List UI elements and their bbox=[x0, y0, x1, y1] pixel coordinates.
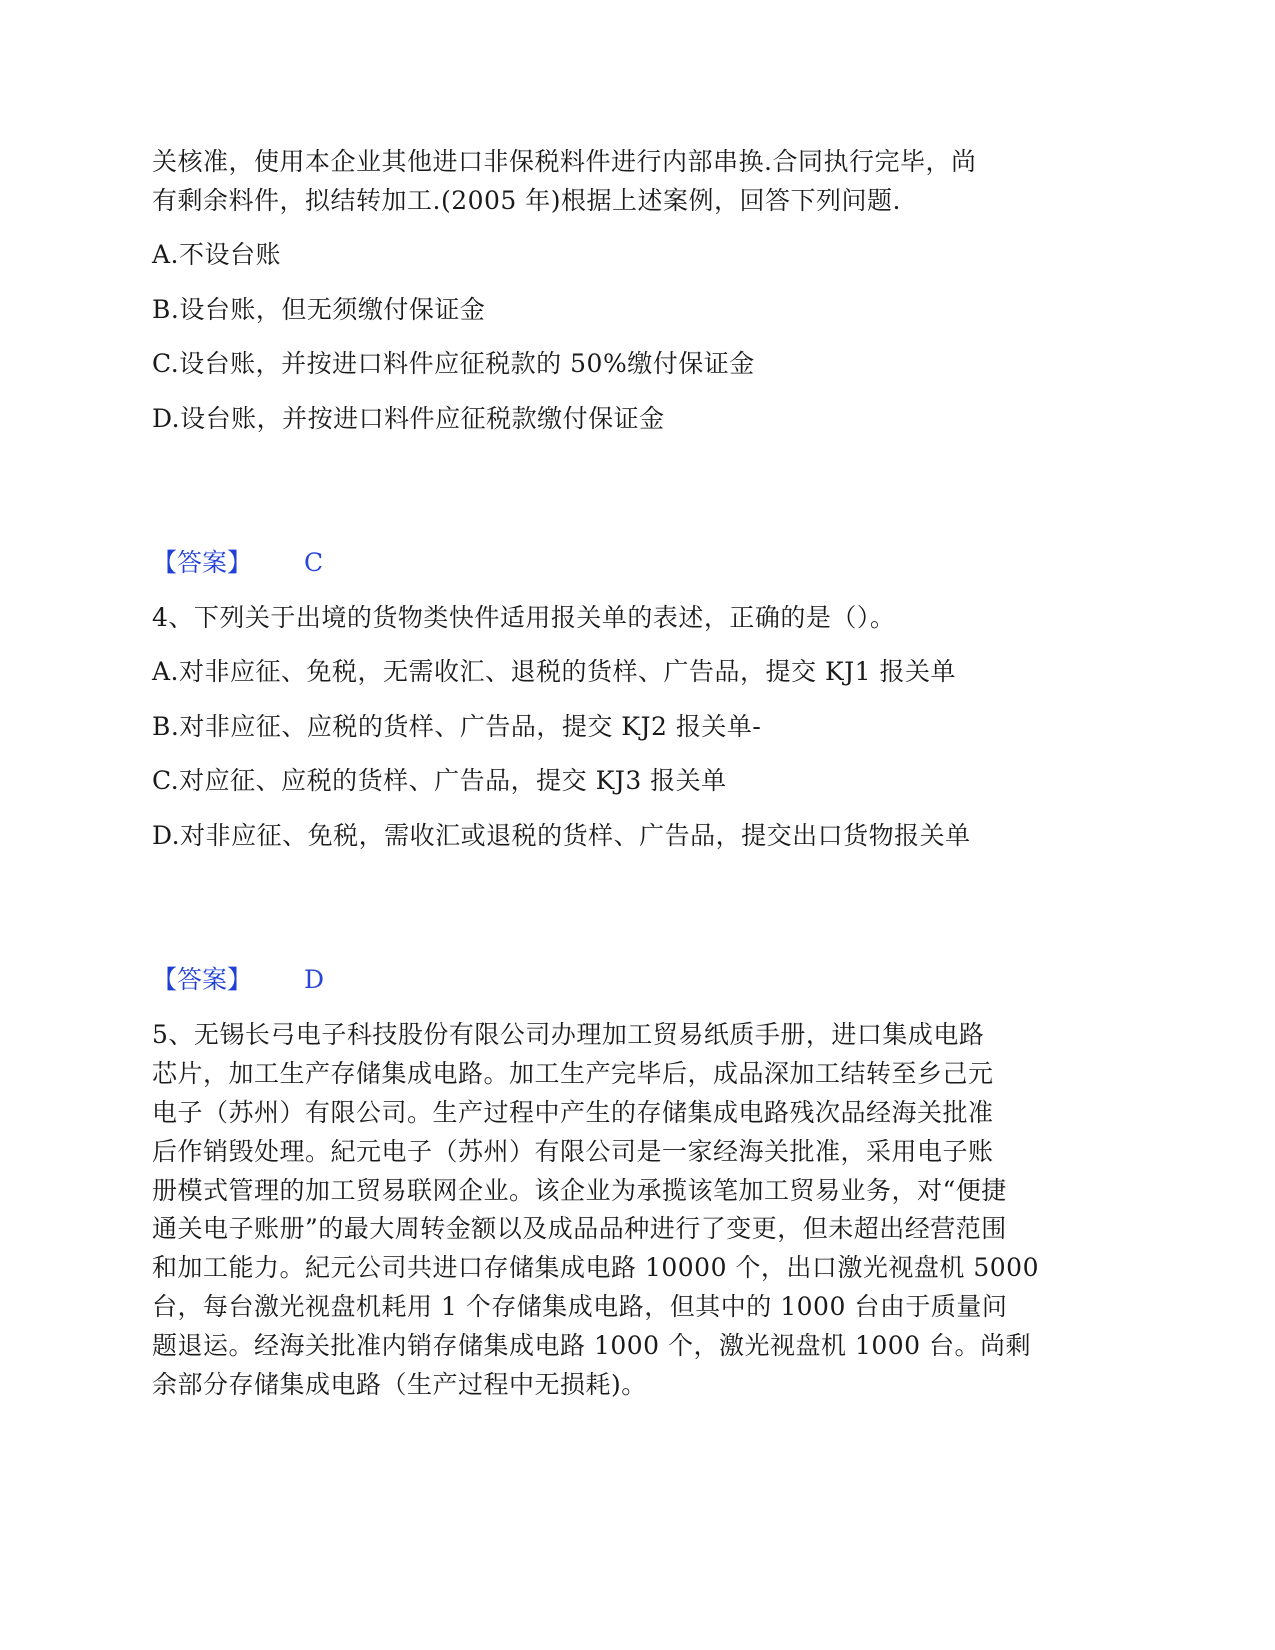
q5-stem-line-2: 芯片，加工生产存储集成电路。加工生产完毕后，成品深加工结转至乡己元 bbox=[152, 1059, 994, 1088]
q3-answer bbox=[152, 548, 323, 578]
q5-stem-line-9: 题退运。经海关批准内销存储集成电路 1000 个，激光视盘机 1000 台。尚剩 bbox=[152, 1331, 1032, 1360]
q5-stem-line-8: 台，每台激光视盘机耗用 1 个存储集成电路，但其中的 1000 台由于质量问 bbox=[152, 1292, 1008, 1321]
q3-option-b: B.设台账，但无须缴付保证金 bbox=[152, 295, 486, 324]
q4-option-d: D.对非应征、免税，需收汇或退税的货样、广告品，提交出口货物报关单 bbox=[152, 821, 971, 850]
q5-stem-line-7: 和加工能力。紀元公司共进口存储集成电路 10000 个，出口激光视盘机 5000 bbox=[152, 1253, 1039, 1282]
q4-answer-value: D bbox=[304, 965, 325, 994]
q5-stem-line-4: 后作销毁处理。紀元电子（苏州）有限公司是一家经海关批准，采用电子账 bbox=[152, 1137, 994, 1166]
q3-answer-value: C bbox=[304, 548, 324, 577]
q4-answer bbox=[152, 965, 324, 995]
q3-option-a: A.不设台账 bbox=[152, 240, 282, 269]
q3-stem-line-2: 有剩余料件，拟结转加工.(2005 年)根据上述案例，回答下列问题. bbox=[152, 186, 901, 215]
q4-option-c: C.对应征、应税的货样、广告品，提交 KJ3 报关单 bbox=[152, 766, 727, 795]
q5-stem-line-3: 电子（苏州）有限公司。生产过程中产生的存储集成电路残次品经海关批准 bbox=[152, 1098, 994, 1127]
q4-answer-label: 【答案】 bbox=[152, 965, 253, 994]
q4-stem: 4、下列关于出境的货物类快件适用报关单的表述，正确的是（）。 bbox=[152, 603, 896, 632]
q5-stem-line-10: 余部分存储集成电路（生产过程中无损耗)。 bbox=[152, 1370, 647, 1399]
q5-stem-line-6: 通关电子账册”的最大周转金额以及成品品种进行了变更，但未超出经营范围 bbox=[152, 1214, 1007, 1243]
q5-stem-line-1: 5、无锡长弓电子科技股份有限公司办理加工贸易纸质手册，进口集成电路 bbox=[152, 1020, 985, 1049]
q3-option-d: D.设台账，并按进口料件应征税款缴付保证金 bbox=[152, 404, 665, 433]
q5-stem-line-5: 册模式管理的加工贸易联网企业。该企业为承揽该笔加工贸易业务，对“便捷 bbox=[152, 1176, 1007, 1205]
q3-option-c: C.设台账，并按进口料件应征税款的 50%缴付保证金 bbox=[152, 349, 755, 378]
q4-option-b: B.对非应征、应税的货样、广告品，提交 KJ2 报关单- bbox=[152, 712, 762, 741]
q4-option-a: A.对非应征、免税，无需收汇、退税的货样、广告品，提交 KJ1 报关单 bbox=[152, 657, 957, 686]
q3-answer-label: 【答案】 bbox=[152, 548, 253, 577]
q3-stem-line-1: 关核准，使用本企业其他进口非保税料件进行内部串换.合同执行完毕，尚 bbox=[152, 147, 977, 176]
